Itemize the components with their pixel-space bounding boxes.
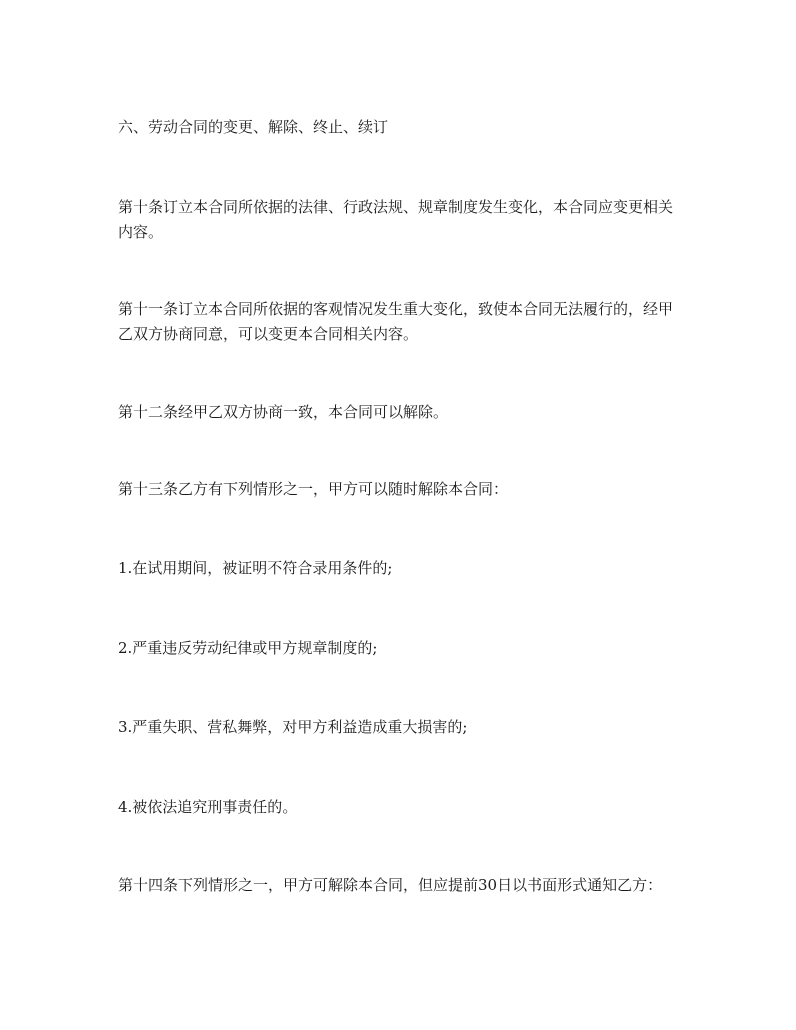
article-12: 第十二条经甲乙双方协商一致，本合同可以解除。	[118, 403, 449, 421]
list-item-4: 4.被依法追究刑事责任的。	[118, 798, 298, 816]
article-14: 第十四条下列情形之一，甲方可解除本合同，但应提前30日以书面形式通知乙方：	[118, 876, 663, 894]
article-10: 第十条订立本合同所依据的法律、行政法规、规章制度发生变化，本合同应变更相关内容。	[118, 198, 674, 241]
article-13: 第十三条乙方有下列情形之一，甲方可以随时解除本合同：	[118, 480, 509, 498]
article-11: 第十一条订立本合同所依据的客观情况发生重大变化，致使本合同无法履行的，经甲乙双方协商同意，可以变更本合同相关内容。	[118, 300, 674, 343]
list-item-2: 2.严重违反劳动纪律或甲方规章制度的;	[118, 639, 378, 657]
list-item-1: 1.在试用期间，被证明不符合录用条件的;	[118, 559, 393, 577]
section-heading: 六、劳动合同的变更、解除、终止、续订	[118, 118, 389, 136]
list-item-3: 3.严重失职、营私舞弊，对甲方利益造成重大损害的;	[118, 718, 468, 736]
